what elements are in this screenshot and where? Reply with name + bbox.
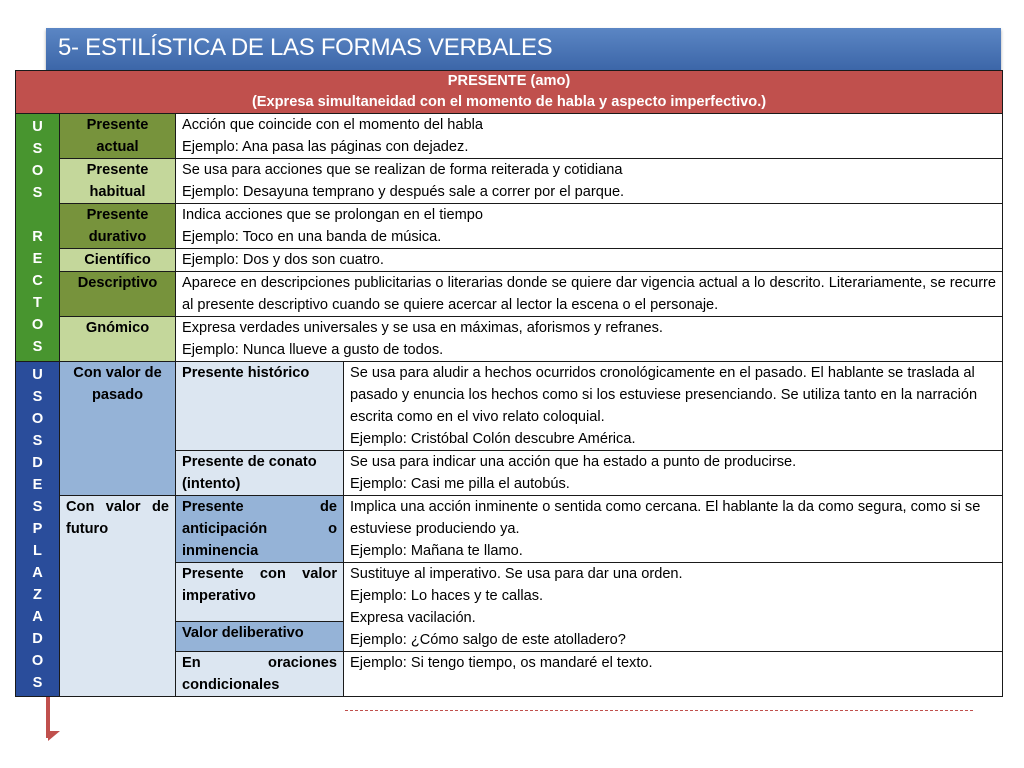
row-name: Presente de conato (intento) [176, 451, 344, 496]
table-row [16, 204, 1003, 249]
description-line: Se usa para acciones que se realizan de forma reiterada y cotidiana [182, 162, 623, 178]
row-description [176, 159, 1003, 204]
row-description [176, 249, 1003, 272]
example-line: Ejemplo: Si tengo tiempo, os mandaré el texto. [350, 655, 653, 671]
row-name: Presente de anticipación o inminencia [176, 496, 344, 563]
vertical-letter: O [31, 411, 44, 427]
row-description [176, 272, 1003, 317]
vertical-letter: S [32, 499, 43, 515]
example-line: Ejemplo: Toco en una banda de música. [182, 229, 442, 245]
vertical-letter: A [32, 609, 43, 625]
vertical-letter: O [31, 317, 44, 333]
description-line: Expresa vacilación. [350, 610, 476, 626]
table-row [16, 249, 1003, 272]
verb-forms-table [15, 70, 1003, 697]
vertical-letter: U [32, 119, 43, 135]
header-line-2: (Expresa simultaneidad con el momento de habla y aspecto imperfectivo.) [251, 94, 767, 110]
slide-title: 5- ESTILÍSTICA DE LAS FORMAS VERBALES [58, 34, 553, 61]
header-line-1: PRESENTE (amo) [447, 73, 571, 89]
vertical-letter: R [32, 229, 43, 245]
vertical-letter: Z [33, 587, 42, 603]
group-futuro: Con valor de futuro [60, 496, 176, 697]
table-header [16, 71, 1003, 114]
usos-rectos-label [16, 114, 60, 362]
description-line: Aparece en descripciones publicitarias o literarias donde se quiere dar vigencia actual a lo descrito. Literariamente, se recurre al presente descriptivo cuando se quiere acercar al lector la escena o el personaje. [182, 275, 997, 313]
example-line: Ejemplo: Lo haces y te callas. [350, 588, 544, 604]
row-description [344, 652, 1003, 697]
vertical-letter: D [32, 631, 43, 647]
table-row [16, 317, 1003, 362]
vertical-letter: S [32, 433, 43, 449]
row-description [176, 317, 1003, 362]
vertical-letter: S [32, 141, 43, 157]
row-name: Presente habitual [60, 159, 176, 204]
dashed-divider [345, 710, 973, 711]
row-description [344, 496, 1003, 563]
example-line: Ejemplo: Dos y dos son cuatro. [182, 252, 384, 268]
vertical-letter: S [32, 389, 43, 405]
title-bar [46, 28, 1001, 70]
row-name: En oraciones condicionales [176, 652, 344, 697]
vertical-letter: O [31, 163, 44, 179]
row-name: Presente histórico [176, 362, 344, 451]
example-line: Ejemplo: Desayuna temprano y después sale a correr por el parque. [182, 184, 625, 200]
row-name: Presente con valor imperativo [176, 563, 344, 622]
table-row [16, 362, 1003, 451]
row-description [344, 563, 1003, 652]
description-line: Se usa para indicar una acción que ha estado a punto de producirse. [350, 454, 797, 470]
example-text: Ejemplo: Ana pasa las páginas con dejadez. [182, 139, 469, 155]
vertical-letter: L [33, 543, 42, 559]
description-line: Expresa verdades universales y se usa en máximas, aforismos y refranes. [182, 320, 663, 336]
row-name: Presente actual [60, 114, 176, 159]
vertical-letter [16, 204, 59, 226]
description-line: Implica una acción inminente o sentida como cercana. El hablante la da como segura, como si se estuviese produciendo ya. [350, 499, 981, 537]
description-line: Se usa para aludir a hechos ocurridos cronológicamente en el pasado. El hablante se traslada al pasado y enuncia los hechos como si los estuviese presenciando. Se utiliza tanto en la narración escrita como en el vivo relato coloquial. [350, 365, 978, 425]
table-header-row [16, 71, 1003, 114]
usos-desplazados-label [16, 362, 60, 697]
row-description [344, 362, 1003, 451]
description-line: Acción que coincide con el momento del habla [182, 117, 483, 133]
vertical-letter: S [32, 675, 43, 691]
row-name: Descriptivo [60, 272, 176, 317]
corner-arrow [48, 731, 60, 741]
row-description [176, 114, 1003, 159]
row-name: Científico [60, 249, 176, 272]
example-line: Ejemplo: Mañana te llamo. [350, 543, 523, 559]
vertical-letter: D [32, 455, 43, 471]
row-name: Valor deliberativo [176, 621, 344, 651]
example-line [182, 136, 996, 158]
example-line: Ejemplo: Cristóbal Colón descubre América. [350, 431, 636, 447]
vertical-letter: P [32, 521, 43, 537]
vertical-letter: S [32, 185, 43, 201]
vertical-letter: O [31, 653, 44, 669]
table-row [16, 114, 1003, 159]
vertical-letter: C [32, 273, 43, 289]
vertical-letter: A [32, 565, 43, 581]
row-name: Presente durativo [60, 204, 176, 249]
row-description [344, 451, 1003, 496]
vertical-letter: S [32, 339, 43, 355]
table-row [16, 159, 1003, 204]
table-row [16, 272, 1003, 317]
group-pasado: Con valor de pasado [60, 362, 176, 496]
example-line: Ejemplo: Casi me pilla el autobús. [350, 476, 570, 492]
table-row [16, 496, 1003, 563]
description-line: Indica acciones que se prolongan en el tiempo [182, 207, 483, 223]
description-line: Sustituye al imperativo. Se usa para dar una orden. [350, 566, 683, 582]
row-name: Gnómico [60, 317, 176, 362]
vertical-letter: U [32, 367, 43, 383]
vertical-letter: E [32, 251, 43, 267]
row-description [176, 204, 1003, 249]
vertical-letter: E [32, 477, 43, 493]
example-line: Ejemplo: ¿Cómo salgo de este atolladero? [350, 632, 626, 648]
example-line: Ejemplo: Nunca llueve a gusto de todos. [182, 342, 444, 358]
vertical-letter: T [33, 295, 42, 311]
